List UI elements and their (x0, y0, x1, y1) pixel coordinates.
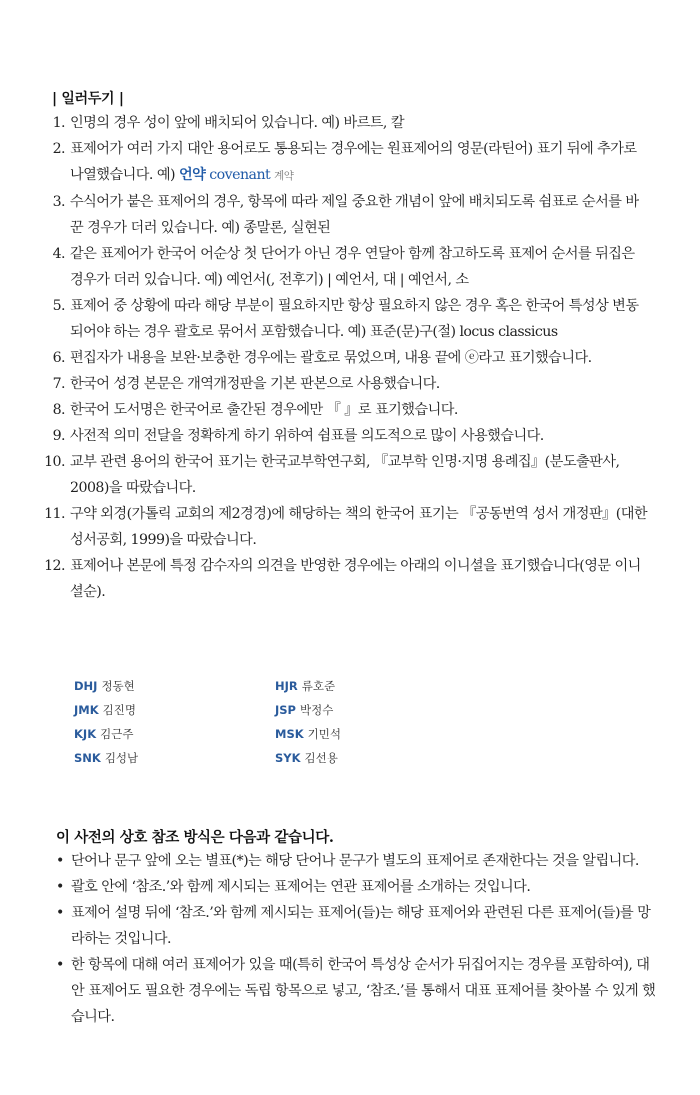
item-text: 표제어 설명 뒤에 ‘참조.’와 함께 제시되는 표제어(들)는 해당 표제어와 관련된 다른 표제어(들)를 망라하는 것입니다. (71, 905, 651, 947)
item-text: 구약 외경(가톨릭 교회의 제2경경)에 해당하는 책의 한국어 표기는 『공동번역 성서 개정판』(대한성서공회, 1999)을 따랐습니다. (70, 506, 648, 548)
item-number: 8. (52, 402, 65, 418)
editor-entry (74, 726, 133, 742)
editor-name: 박정수 (300, 703, 334, 717)
list-item (40, 423, 650, 449)
editor-entry (275, 726, 341, 742)
editor-code: SNK (74, 751, 101, 765)
bullet: • (56, 879, 64, 895)
list-item (40, 371, 650, 397)
editor-name: 류호준 (301, 679, 336, 693)
item-text: 같은 표제어가 한국어 어순상 첫 단어가 아닌 경우 연달아 함께 참고하도록 표제어 순서를 뒤집은 경우가 더러 있습니다. 예) 예언서(, 전후기) | 예언서, 대 | 예언서, 소 (70, 246, 635, 288)
editor-code: JMK (74, 703, 99, 717)
list-item (40, 110, 650, 136)
item-text: 사전적 의미 전달을 정확하게 하기 위하여 쉼표를 의도적으로 많이 사용했습니다. (70, 428, 544, 444)
item-number: 4. (52, 246, 65, 262)
example-keyword-alt: 계약 (274, 170, 294, 182)
editor-entry (275, 678, 335, 694)
list-item (40, 241, 650, 293)
editor-entry (74, 750, 138, 766)
list-item (40, 501, 650, 553)
editor-code: JSP (275, 703, 296, 717)
item-text: 한국어 도서명은 한국어로 출간된 경우에만 『 』로 표기했습니다. (70, 402, 458, 418)
item-text: 한 항목에 대해 여러 표제어가 있을 때(특히 한국어 특성상 순서가 뒤집어지는 경우를 포함하여), 대안 표제어도 필요한 경우에는 독립 항목으로 넣고, ‘참조.’를 통해서 대표 표제어를 찾아볼 수 있게 했습니다. (71, 957, 656, 1025)
editor-name: 김선용 (304, 751, 338, 765)
item-text: 표제어나 본문에 특정 감수자의 의견을 반영한 경우에는 아래의 이니셜을 표기했습니다(영문 이니셜순). (70, 558, 641, 600)
item-text: 괄호 안에 ‘참조.’와 함께 제시되는 표제어는 연관 표제어를 소개하는 것입니다. (71, 879, 531, 895)
item-number: 5. (52, 298, 65, 314)
item-text: 수식어가 붙은 표제어의 경우, 항목에 따라 제일 중요한 개념이 앞에 배치되도록 쉼표로 순서를 바꾼 경우가 더러 있습니다. 예) 종말론, 실현된 (70, 194, 639, 236)
list-item (40, 293, 650, 345)
cross-reference-list (56, 848, 656, 1030)
list-item (40, 553, 650, 605)
editor-code: DHJ (74, 679, 98, 693)
item-text: 인명의 경우 성이 앞에 배치되어 있습니다. 예) 바르트, 칼 (70, 115, 404, 131)
editor-code: HJR (275, 679, 298, 693)
editor-code: MSK (275, 727, 304, 741)
item-number: 12. (44, 558, 65, 574)
notes-list (40, 110, 650, 605)
cross-reference-title: 이 사전의 상호 참조 방식은 다음과 같습니다. (56, 829, 334, 846)
list-item (40, 345, 650, 371)
list-item (56, 848, 656, 874)
item-text: 표제어 중 상황에 따라 해당 부분이 필요하지만 항상 필요하지 않은 경우 혹은 한국어 특성상 변동되어야 하는 경우 괄호로 묶어서 포함했습니다. 예) 표준(문)구(절) locus classicus (70, 298, 639, 340)
list-item (40, 136, 650, 189)
item-text: 단어나 문구 앞에 오는 별표(*)는 해당 단어나 문구가 별도의 표제어로 존재한다는 것을 알립니다. (71, 853, 639, 869)
item-text: 표제어가 여러 가지 대안 용어로도 통용되는 경우에는 원표제어의 영문(라틴어) 표기 뒤에 추가로 나열했습니다. 예) (70, 141, 637, 183)
bullet: • (56, 853, 64, 869)
example-keyword-english: covenant (209, 167, 271, 183)
list-item (40, 449, 650, 501)
bullet: • (56, 957, 64, 973)
item-number: 6. (52, 350, 65, 366)
item-text: 한국어 성경 본문은 개역개정판을 기본 판본으로 사용했습니다. (70, 376, 440, 392)
editor-code: SYK (275, 751, 301, 765)
item-number: 10. (44, 454, 65, 470)
example-keyword: 언약 (178, 167, 206, 183)
editor-entry (275, 750, 338, 766)
list-item (56, 874, 656, 900)
editor-name: 정동현 (101, 679, 135, 693)
bullet: • (56, 905, 64, 921)
item-text: 교부 관련 용어의 한국어 표기는 한국교부학연구회, 『교부학 인명·지명 용례집』(분도출판사, 2008)을 따랐습니다. (70, 454, 620, 496)
editor-name: 김진명 (102, 703, 136, 717)
list-item (56, 952, 656, 1030)
item-number: 1. (52, 115, 65, 131)
notes-title: | 일러두기 | (52, 91, 124, 107)
item-number: 9. (52, 428, 65, 444)
editor-name: 김성남 (104, 751, 139, 765)
editor-entry (74, 678, 135, 694)
editor-name: 기민석 (307, 727, 341, 741)
item-number: 7. (52, 376, 65, 392)
editor-entry (275, 702, 333, 718)
list-item (56, 900, 656, 952)
editor-entry (74, 702, 136, 718)
editor-name: 김근주 (100, 727, 134, 741)
editor-code: KJK (74, 727, 97, 741)
item-text: 편집자가 내용을 보완·보충한 경우에는 괄호로 묶었으며, 내용 끝에 ⓔ라고 표기했습니다. (70, 350, 592, 366)
list-item (40, 397, 650, 423)
item-number: 11. (44, 506, 65, 522)
list-item (40, 189, 650, 241)
item-number: 2. (52, 141, 65, 157)
item-number: 3. (52, 194, 65, 210)
